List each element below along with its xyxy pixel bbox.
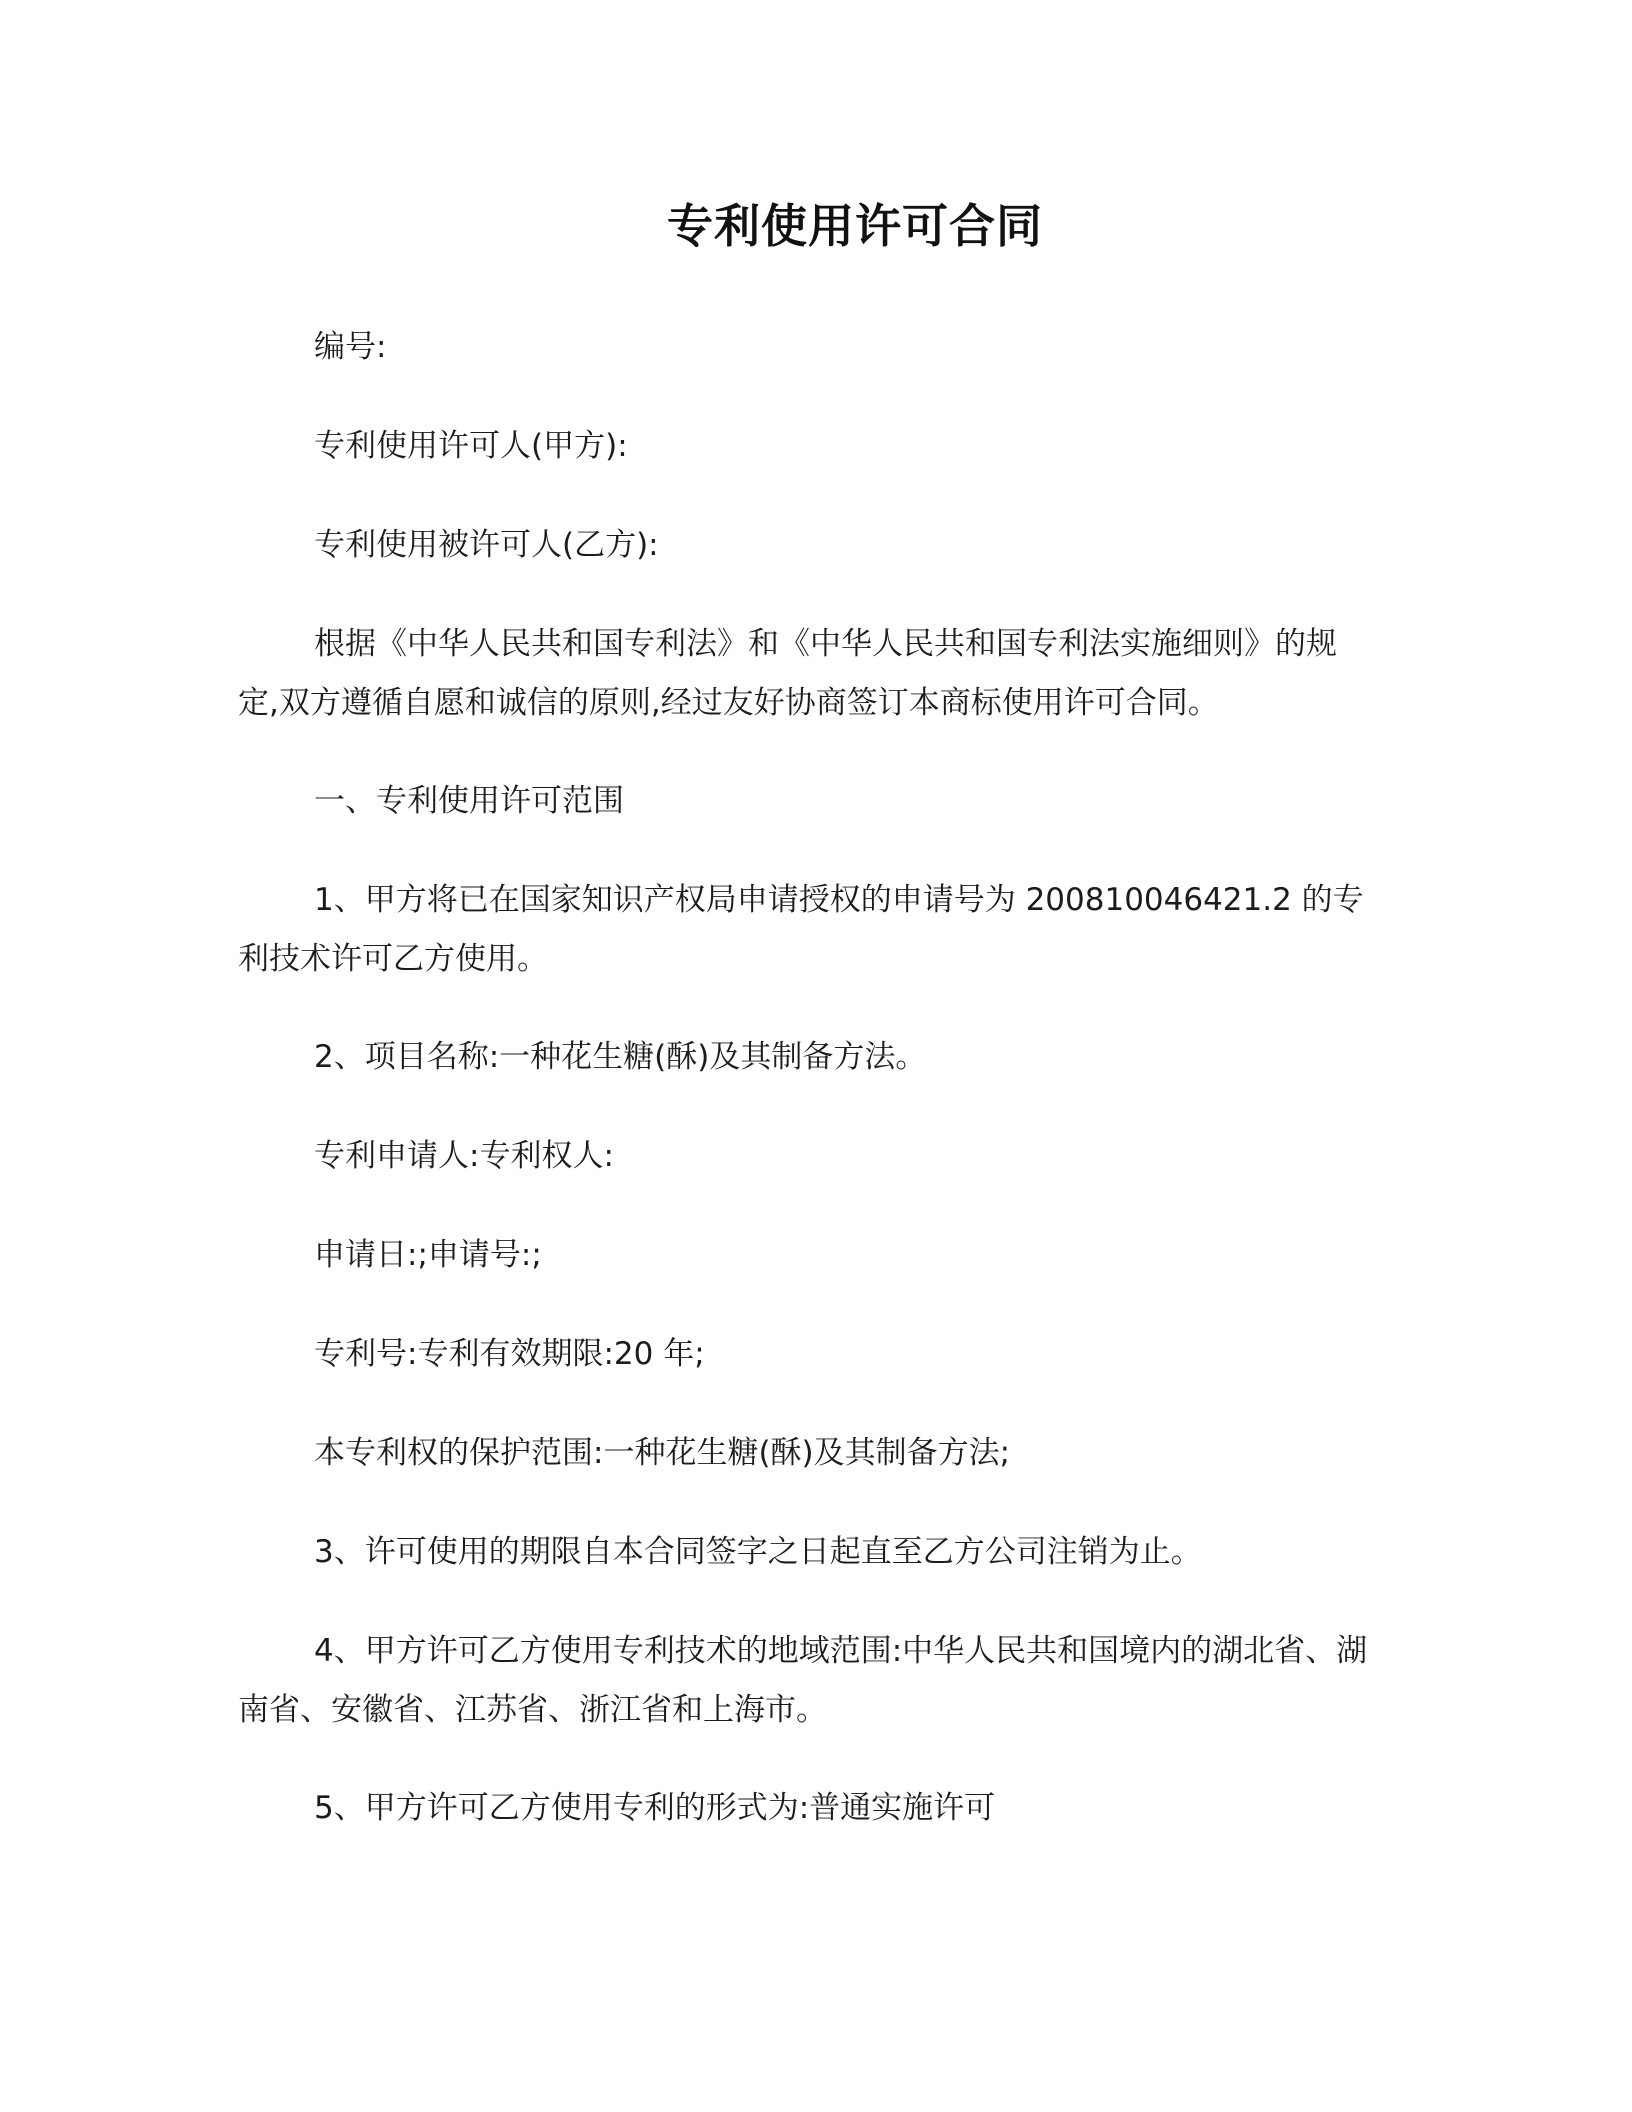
clause-5: 5、甲方许可乙方使用专利的形式为:普通实施许可 (314, 1790, 996, 1826)
licensee-field: 专利使用被许可人(乙方): (314, 527, 659, 563)
clause-4: 4、甲方许可乙方使用专利技术的地域范围:中华人民共和国境内的湖北省、湖南省、安徽省、江苏省、浙江省和上海市。 (238, 1633, 1368, 1728)
patent-applicant-field: 专利申请人:专利权人: (314, 1138, 614, 1174)
licensor-field: 专利使用许可人(甲方): (314, 428, 628, 464)
contract-number-field: 编号: (314, 329, 387, 365)
clause-1: 1、甲方将已在国家知识产权局申请授权的申请号为 200810046421.2 的专利技术许可乙方使用。 (238, 882, 1364, 977)
clause-2: 2、项目名称:一种花生糖(酥)及其制备方法。 (314, 1039, 927, 1075)
clause-3: 3、许可使用的期限自本合同签字之日起直至乙方公司注销为止。 (314, 1534, 1202, 1570)
protection-scope-field: 本专利权的保护范围:一种花生糖(酥)及其制备方法; (314, 1435, 1011, 1471)
section-heading-1: 一、专利使用许可范围 (314, 783, 624, 819)
preamble-paragraph: 根据《中华人民共和国专利法》和《中华人民共和国专利法实施细则》的规定,双方遵循自愿和诚信的原则,经过友好协商签订本商标使用许可合同。 (238, 626, 1337, 721)
document-title: 专利使用许可合同 (667, 199, 1043, 253)
patent-number-field: 专利号:专利有效期限:20 年; (314, 1336, 705, 1372)
application-date-field: 申请日:;申请号:; (314, 1237, 542, 1273)
